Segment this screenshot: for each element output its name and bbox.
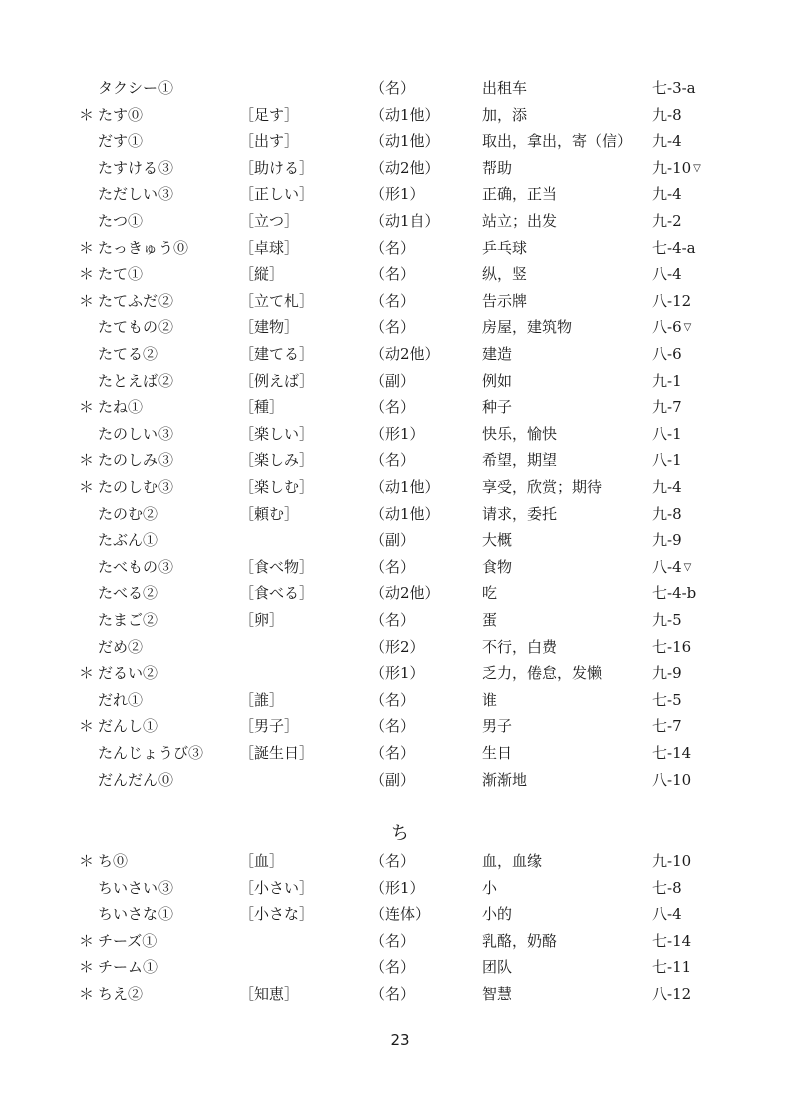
- entry-lesson-ref: [652, 713, 684, 740]
- vocab-entry: [0, 713, 800, 739]
- entry-meaning: 小的: [482, 905, 513, 924]
- entry-reading: ちえ②: [98, 985, 144, 1003]
- vocab-entry: [0, 501, 800, 527]
- entry-kanji: ［建てる］: [239, 345, 315, 363]
- entry-part-of-speech: （动2他）: [370, 584, 440, 603]
- entry-reading: たのしむ③: [98, 478, 174, 496]
- entry-kanji: ［立て札］: [239, 291, 315, 310]
- entry-lesson-ref: [652, 875, 684, 902]
- vocab-entry: [0, 554, 800, 580]
- entry-lesson-ref-text: 九-5: [652, 611, 682, 629]
- entry-reading: たて①: [98, 265, 144, 284]
- entry-part-of-speech: （名）: [370, 291, 416, 310]
- entry-part-of-speech: （形1）: [370, 664, 425, 683]
- entry-reading: たのしい③: [98, 424, 174, 443]
- entry-lesson-ref: [652, 981, 693, 1008]
- entry-meaning: 享受，欣赏；期待: [482, 478, 603, 496]
- entry-lesson-ref: [652, 767, 693, 794]
- entry-kanji: ［小さい］: [239, 878, 315, 897]
- entry-lesson-ref-text: 七-11: [652, 958, 692, 977]
- vocab-entry: [0, 235, 800, 261]
- entry-meaning: 种子: [482, 398, 513, 417]
- vocab-entry: [0, 527, 800, 553]
- entry-star-mark: ＊: [79, 931, 95, 950]
- entry-lesson-ref: [652, 634, 693, 661]
- entry-meaning: 建造: [482, 345, 513, 363]
- entry-meaning: 不行，白费: [482, 637, 558, 656]
- entry-part-of-speech: （动1他）: [370, 504, 440, 523]
- entry-reading: ち⓪: [98, 852, 129, 870]
- entry-meaning: 蛋: [482, 611, 498, 629]
- entry-part-of-speech: （名）: [370, 398, 416, 417]
- vocab-entry: [0, 660, 800, 686]
- entry-lesson-ref: [652, 607, 684, 634]
- entry-lesson-ref: [652, 740, 693, 767]
- entry-meaning: 谁: [482, 690, 498, 709]
- entry-lesson-ref-text: 八-6: [652, 345, 682, 363]
- entry-meaning: 血，血缘: [482, 852, 543, 870]
- entry-meaning: 渐渐地: [482, 770, 528, 789]
- entry-part-of-speech: （名）: [370, 931, 416, 950]
- entry-lesson-ref: [652, 848, 693, 875]
- entry-lesson-ref-text: 七-3-a: [652, 79, 696, 97]
- entry-reading: だれ①: [98, 690, 144, 709]
- entry-reading: たとえば②: [98, 371, 174, 390]
- entry-lesson-ref-text: 八-1: [652, 424, 682, 443]
- entry-reading: たんじょうび③: [98, 744, 204, 762]
- entry-meaning: 请求，委托: [482, 504, 558, 523]
- entry-lesson-ref-text: 九-8: [652, 504, 682, 523]
- entry-reading: たっきゅう⓪: [98, 238, 189, 257]
- entry-lesson-ref-text: 九-9: [652, 531, 682, 550]
- entry-kanji: ［助ける］: [239, 158, 315, 177]
- entry-meaning: 男子: [482, 717, 513, 736]
- entry-part-of-speech: （名）: [370, 985, 416, 1003]
- entry-lesson-ref-text: 九-9: [652, 664, 682, 683]
- entry-part-of-speech: （动2他）: [370, 345, 440, 363]
- entry-reading: たのむ②: [98, 504, 159, 523]
- entry-meaning: 帮助: [482, 158, 513, 177]
- vocab-entry: [0, 740, 800, 766]
- entry-star-mark: ＊: [79, 478, 95, 496]
- entry-lesson-ref-text: 九-8: [652, 105, 682, 124]
- entry-kanji: ［血］: [239, 852, 285, 870]
- entry-lesson-ref: [652, 261, 684, 288]
- entry-star-mark: ＊: [79, 238, 95, 257]
- entry-lesson-ref-text: 七-14: [652, 744, 692, 762]
- entry-lesson-ref-text: 八-4: [652, 905, 682, 924]
- entry-part-of-speech: （名）: [370, 611, 416, 629]
- entry-reading: たまご②: [98, 611, 159, 629]
- vocab-entry: [0, 634, 800, 660]
- vocab-entry: [0, 288, 800, 314]
- entry-kanji: ［立つ］: [239, 212, 300, 230]
- entry-meaning: 站立；出发: [482, 212, 558, 230]
- entry-lesson-ref: [652, 288, 693, 315]
- entry-lesson-ref-text: 九-1: [652, 371, 682, 390]
- entry-kanji: ［男子］: [239, 717, 300, 736]
- entry-kanji: ［小さな］: [239, 905, 315, 924]
- entry-part-of-speech: （副）: [370, 371, 416, 390]
- entry-lesson-ref: [652, 181, 684, 208]
- entry-part-of-speech: （动1他）: [370, 478, 440, 496]
- entry-star-mark: ＊: [79, 291, 95, 310]
- vocab-entry: [0, 447, 800, 473]
- entry-lesson-ref-text: 八-12: [652, 291, 692, 310]
- entry-reading: タクシー①: [98, 79, 174, 97]
- entry-lesson-ref-text: 七-4-a: [652, 238, 696, 257]
- page-number: 23: [390, 1031, 410, 1049]
- entry-reading: だるい②: [98, 664, 159, 683]
- vocab-entry: [0, 928, 800, 954]
- entry-lesson-ref-text: 九-4: [652, 132, 682, 151]
- vocab-entry: [0, 128, 800, 154]
- entry-kanji: ［卓球］: [239, 238, 300, 257]
- entry-lesson-ref: [652, 394, 684, 421]
- entry-lesson-ref: [652, 421, 684, 448]
- entry-part-of-speech: （动1自）: [370, 212, 440, 230]
- entry-kanji: ［出す］: [239, 132, 300, 151]
- vocab-entry: [0, 687, 800, 713]
- entry-meaning: 希望，期望: [482, 451, 558, 470]
- entry-kanji: ［足す］: [239, 105, 300, 124]
- vocab-entry: [0, 155, 800, 181]
- entry-reading: だんだん⓪: [98, 770, 174, 789]
- vocab-entry: [0, 848, 800, 874]
- entry-lesson-ref: [652, 954, 693, 981]
- entry-meaning: 快乐，愉快: [482, 424, 558, 443]
- entry-meaning: 生日: [482, 744, 513, 762]
- entry-lesson-ref-text: 七-16: [652, 637, 692, 656]
- entry-kanji: ［楽しむ］: [239, 478, 315, 496]
- entry-reading: たてふだ②: [98, 291, 174, 310]
- vocab-entry: [0, 261, 800, 287]
- entry-kanji: ［例えば］: [239, 371, 315, 390]
- vocab-entry: [0, 394, 800, 420]
- entry-kanji: ［誕生日］: [239, 744, 315, 762]
- entry-lesson-ref: [652, 687, 684, 714]
- entry-star-mark: ＊: [79, 717, 95, 736]
- vocab-entry: [0, 368, 800, 394]
- entry-meaning: 乏力，倦怠，发懒: [482, 664, 603, 683]
- entry-part-of-speech: （副）: [370, 531, 416, 550]
- entry-star-mark: ＊: [79, 451, 95, 470]
- triangle-mark-icon: ▽: [693, 162, 701, 174]
- entry-meaning: 例如: [482, 371, 513, 390]
- entry-meaning: 乒乓球: [482, 238, 528, 257]
- entry-kanji: ［卵］: [239, 611, 285, 629]
- entry-part-of-speech: （形1）: [370, 878, 425, 897]
- entry-lesson-ref-text: 七-14: [652, 931, 692, 950]
- vocab-entry: [0, 181, 800, 207]
- entry-kanji: ［食べる］: [239, 584, 315, 603]
- entry-part-of-speech: （名）: [370, 79, 416, 97]
- entry-lesson-ref-text: 七-8: [652, 878, 682, 897]
- entry-kanji: ［頼む］: [239, 504, 300, 523]
- entry-lesson-ref-text: 九-10: [652, 852, 692, 870]
- entry-kanji: ［種］: [239, 398, 285, 417]
- entry-reading: たぶん①: [98, 531, 159, 550]
- entry-part-of-speech: （名）: [370, 852, 416, 870]
- entry-meaning: 团队: [482, 958, 513, 977]
- entry-meaning: 大概: [482, 531, 513, 550]
- entry-star-mark: ＊: [79, 958, 95, 977]
- entry-star-mark: ＊: [79, 398, 95, 417]
- entry-lesson-ref: [652, 368, 684, 395]
- entry-reading: だめ②: [98, 637, 144, 656]
- entry-lesson-ref: [652, 474, 684, 501]
- vocab-entry: [0, 208, 800, 234]
- section-heading-chi: ち: [391, 823, 409, 844]
- entry-reading: たてる②: [98, 345, 159, 363]
- entry-meaning: 告示牌: [482, 291, 528, 310]
- entry-lesson-ref: [652, 128, 684, 155]
- entry-reading: ただしい③: [98, 185, 174, 204]
- entry-lesson-ref-text: 八-4: [652, 557, 682, 576]
- entry-lesson-ref-text: 九-4: [652, 185, 682, 204]
- entry-part-of-speech: （形1）: [370, 424, 425, 443]
- entry-meaning: 取出，拿出，寄（信）: [482, 132, 633, 151]
- entry-part-of-speech: （动2他）: [370, 158, 440, 177]
- entry-reading: たのしみ③: [98, 451, 174, 470]
- vocab-entry: [0, 474, 800, 500]
- entry-lesson-ref: [652, 341, 684, 368]
- entry-part-of-speech: （名）: [370, 238, 416, 257]
- entry-lesson-ref-text: 九-7: [652, 398, 682, 417]
- entry-lesson-ref-text: 九-2: [652, 212, 682, 230]
- entry-part-of-speech: （名）: [370, 958, 416, 977]
- vocab-entry: [0, 580, 800, 606]
- entry-reading: たすける③: [98, 158, 174, 177]
- entry-meaning: 正确，正当: [482, 185, 558, 204]
- vocab-entry: [0, 981, 800, 1007]
- entry-meaning: 纵，竖: [482, 265, 528, 284]
- entry-lesson-ref: [652, 928, 693, 955]
- entry-reading: ちいさな①: [98, 905, 174, 924]
- entry-reading: だんし①: [98, 717, 159, 736]
- entry-kanji: ［知恵］: [239, 985, 300, 1003]
- entry-lesson-ref: [652, 75, 698, 102]
- entry-lesson-ref-text: 八-6: [652, 318, 682, 337]
- entry-kanji: ［建物］: [239, 318, 300, 337]
- triangle-mark-icon: ▽: [683, 561, 692, 573]
- entry-lesson-ref: [652, 102, 684, 129]
- entry-lesson-ref: [652, 235, 698, 262]
- entry-reading: チーズ①: [98, 931, 158, 950]
- entry-kanji: ［縦］: [239, 265, 285, 284]
- entry-part-of-speech: （名）: [370, 318, 416, 337]
- entry-reading: たつ①: [98, 212, 144, 230]
- entry-lesson-ref: [652, 155, 701, 182]
- entry-reading: たべもの③: [98, 557, 174, 576]
- entry-lesson-ref-text: 八-12: [652, 985, 692, 1003]
- entry-lesson-ref-text: 八-4: [652, 265, 682, 284]
- entry-part-of-speech: （连体）: [370, 905, 431, 924]
- entry-lesson-ref: [652, 208, 684, 235]
- entry-lesson-ref-text: 八-10: [652, 770, 692, 789]
- entry-star-mark: ＊: [79, 985, 95, 1003]
- entry-lesson-ref-text: 七-7: [652, 717, 682, 736]
- entry-meaning: 加，添: [482, 105, 528, 124]
- entry-kanji: ［正しい］: [239, 185, 315, 204]
- entry-reading: たべる②: [98, 584, 159, 603]
- entry-reading: たてもの②: [98, 318, 174, 337]
- entry-lesson-ref: [652, 901, 684, 928]
- vocab-entry: [0, 954, 800, 980]
- vocab-entry: [0, 901, 800, 927]
- entry-lesson-ref: [652, 501, 684, 528]
- entry-meaning: 智慧: [482, 985, 513, 1003]
- entry-lesson-ref: [652, 660, 684, 687]
- entry-meaning: 食物: [482, 557, 513, 576]
- entry-star-mark: ＊: [79, 664, 95, 683]
- vocab-entry: [0, 875, 800, 901]
- entry-part-of-speech: （名）: [370, 557, 416, 576]
- entry-reading: たね①: [98, 398, 144, 417]
- entry-lesson-ref: [652, 554, 691, 581]
- entry-lesson-ref: [652, 447, 684, 474]
- entry-meaning: 吃: [482, 584, 498, 603]
- entry-star-mark: ＊: [79, 105, 95, 124]
- entry-kanji: ［食べ物］: [239, 557, 315, 576]
- entry-part-of-speech: （形1）: [370, 185, 425, 204]
- entry-lesson-ref-text: 九-10: [652, 158, 692, 177]
- entry-part-of-speech: （名）: [370, 265, 416, 284]
- entry-kanji: ［楽しい］: [239, 424, 315, 443]
- entry-star-mark: ＊: [79, 265, 95, 284]
- entry-part-of-speech: （名）: [370, 690, 416, 709]
- entry-reading: チーム①: [98, 958, 159, 977]
- vocab-entry: [0, 767, 800, 793]
- vocab-entry: [0, 102, 800, 128]
- entry-reading: たす⓪: [98, 105, 144, 124]
- vocab-entry: [0, 607, 800, 633]
- vocab-entry: [0, 75, 800, 101]
- entry-reading: ちいさい③: [98, 878, 174, 897]
- entry-meaning: 出租车: [482, 79, 528, 97]
- entry-meaning: 房屋，建筑物: [482, 318, 573, 337]
- entry-part-of-speech: （动1他）: [370, 132, 440, 151]
- entry-kanji: ［誰］: [239, 690, 285, 709]
- entry-reading: だす①: [98, 132, 144, 151]
- entry-star-mark: ＊: [79, 852, 95, 870]
- entry-part-of-speech: （动1他）: [370, 105, 440, 124]
- entry-lesson-ref: [652, 527, 684, 554]
- entry-part-of-speech: （名）: [370, 744, 416, 762]
- triangle-mark-icon: ▽: [683, 322, 692, 334]
- entry-lesson-ref: [652, 580, 698, 607]
- entry-part-of-speech: （副）: [370, 770, 416, 789]
- vocab-entry: [0, 421, 800, 447]
- entry-meaning: 乳酪，奶酪: [482, 931, 558, 950]
- entry-lesson-ref-text: 七-5: [652, 690, 682, 709]
- vocab-entry: [0, 314, 800, 340]
- entry-lesson-ref: [652, 314, 691, 341]
- entry-lesson-ref-text: 九-4: [652, 478, 682, 496]
- entry-part-of-speech: （名）: [370, 717, 416, 736]
- entry-lesson-ref-text: 七-4-b: [652, 584, 697, 603]
- entry-kanji: ［楽しみ］: [239, 451, 315, 470]
- entry-meaning: 小: [482, 878, 498, 897]
- entry-lesson-ref-text: 八-1: [652, 451, 682, 470]
- entry-part-of-speech: （名）: [370, 451, 416, 470]
- vocab-entry: [0, 341, 800, 367]
- entry-part-of-speech: （形2）: [370, 637, 425, 656]
